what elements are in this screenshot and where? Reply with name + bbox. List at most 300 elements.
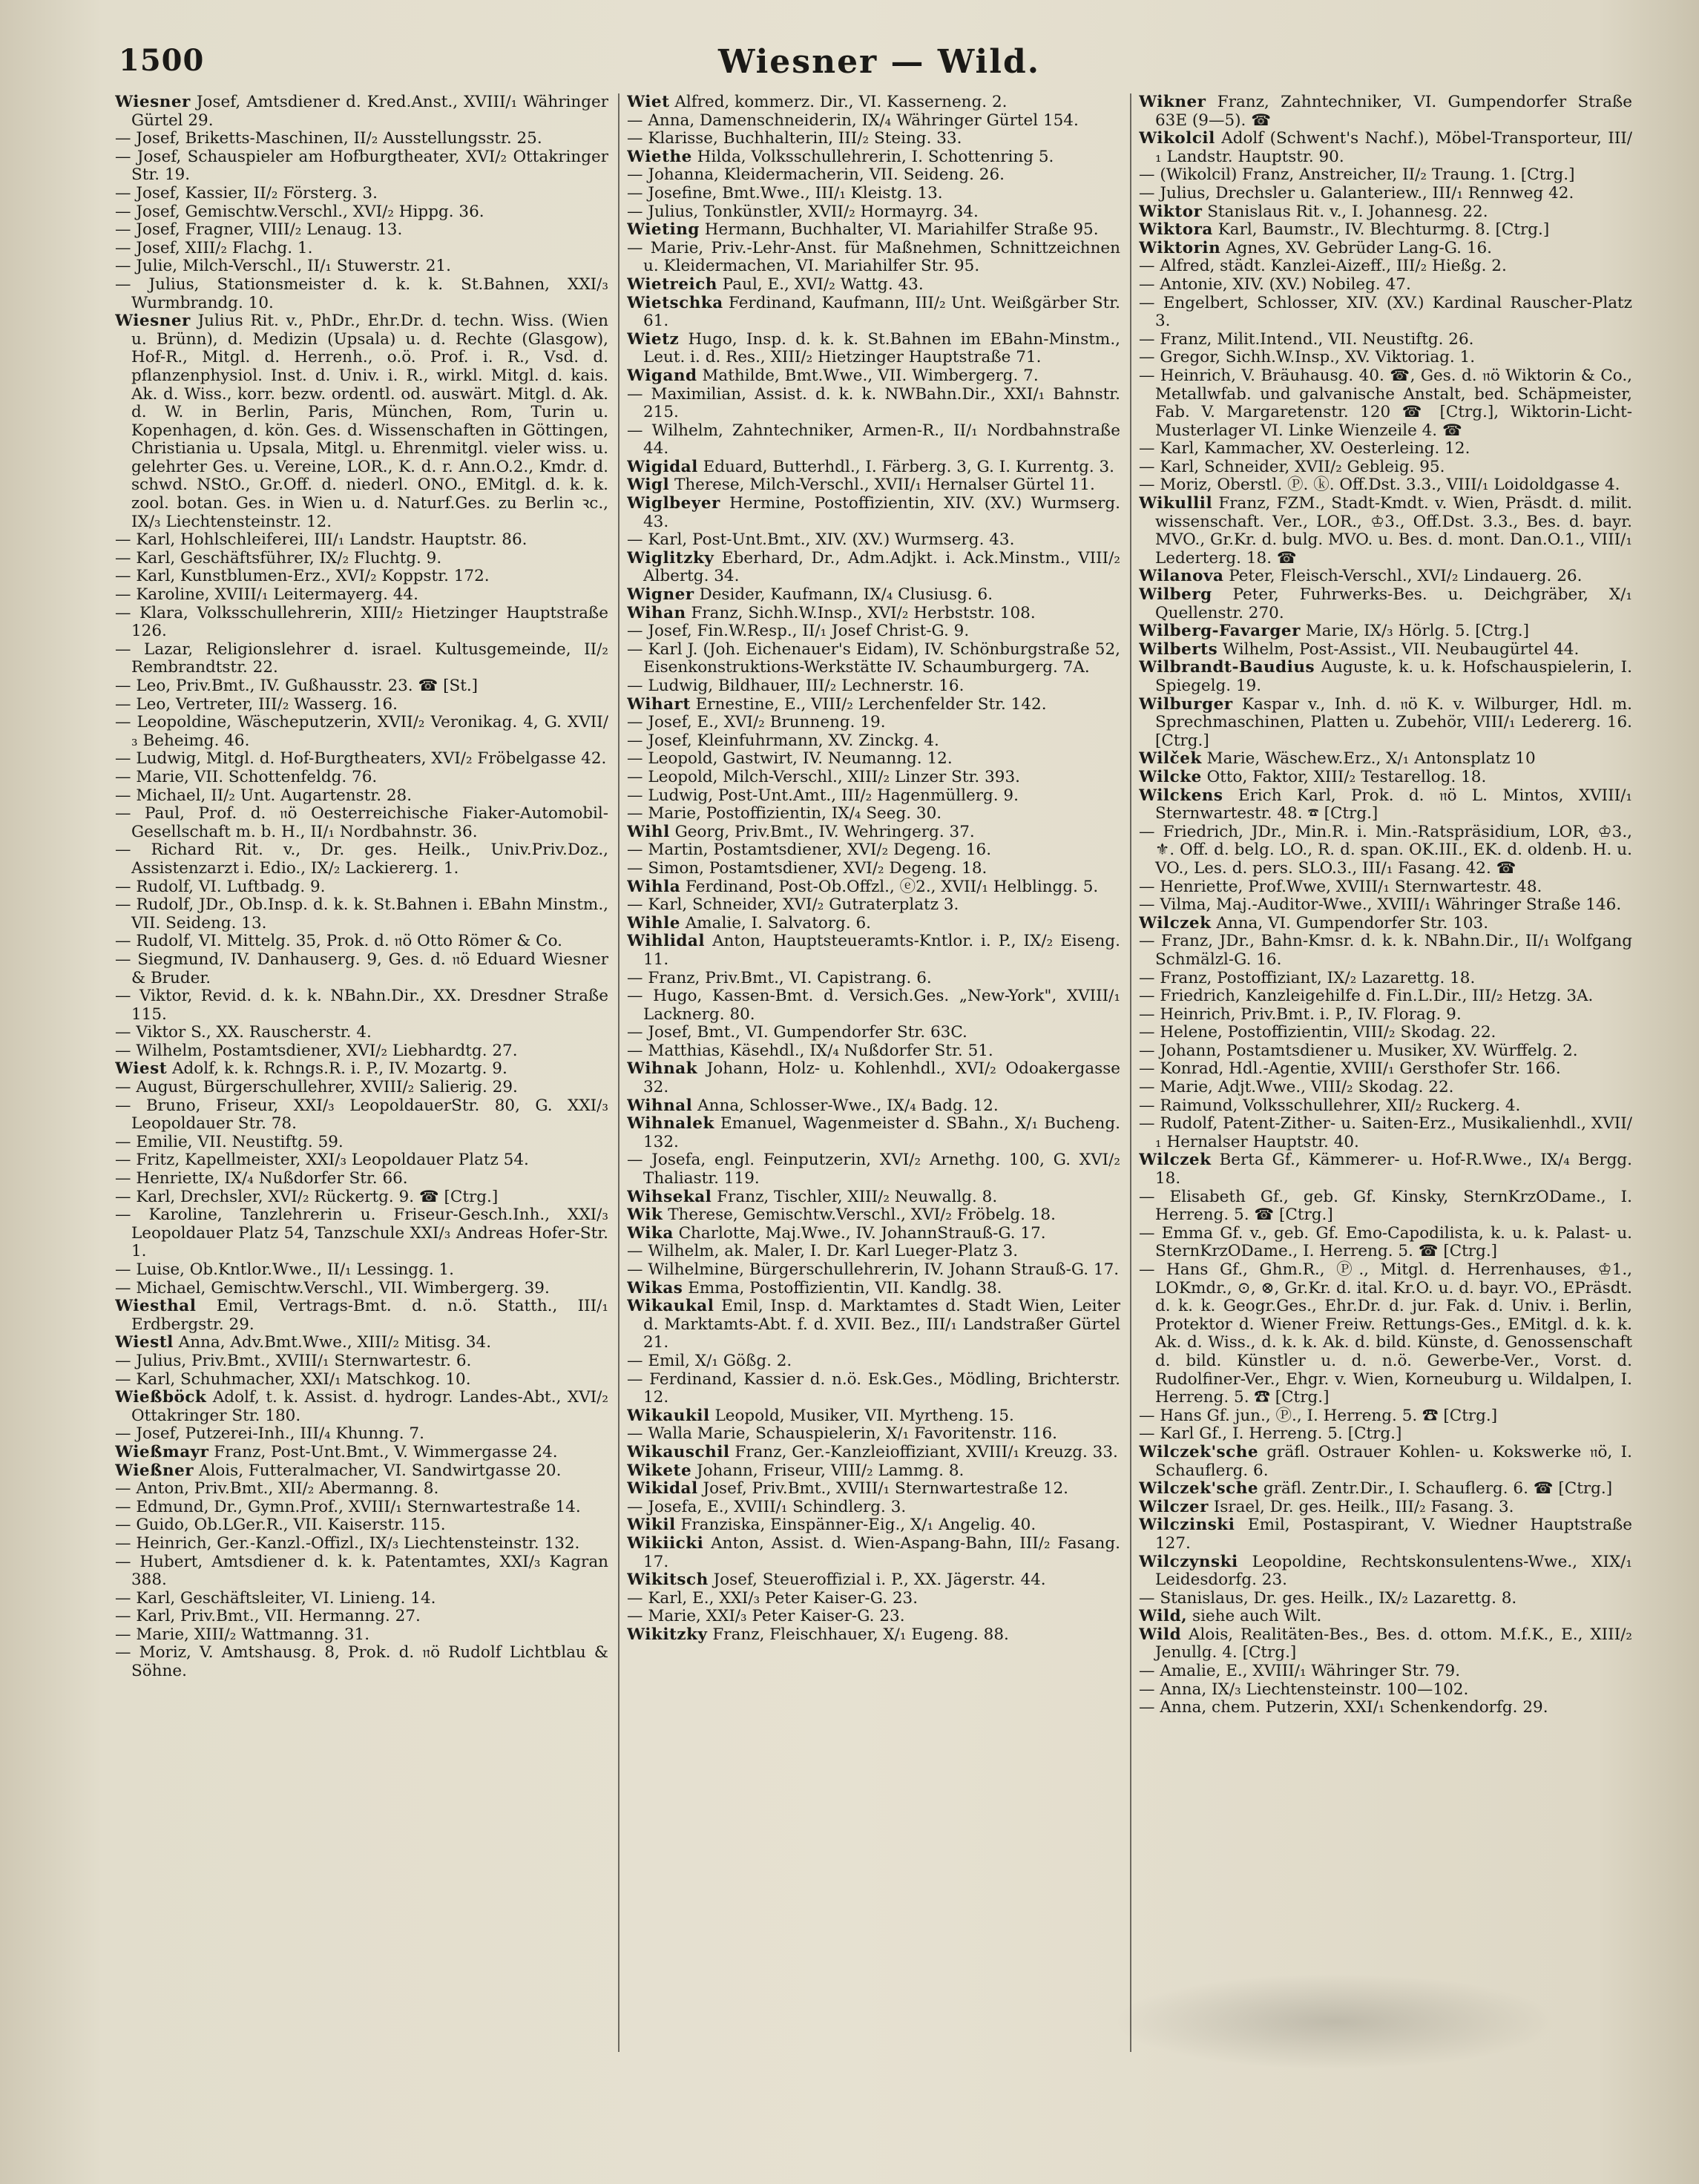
entry-text: Franz, Sichh.W.Insp., XVI/₂ Herbststr. 108. [691,603,1036,622]
directory-entry [627,240,1120,276]
entry-text: — Josef, XIII/₂ Flachg. 1. [115,238,313,257]
directory-entry [115,1626,608,1645]
entry-headword: Wikaukil [627,1406,710,1425]
directory-entry [1139,1499,1632,1517]
entry-text: — Marie, XXI/₃ Peter Kaiser-G. 23. [627,1607,905,1626]
entry-headword: Wilček [1139,749,1202,769]
directory-entry [627,1425,1120,1444]
directory-entry [627,1407,1120,1426]
directory-entry [627,148,1120,167]
entry-headword: Wihart [627,694,691,714]
directory-entry [115,1425,608,1444]
directory-entry [115,185,608,203]
entry-text: — Anna, IX/₃ Liechtensteinstr. 100—102. [1139,1680,1469,1699]
entry-headword: Wigl [627,476,670,495]
entry-headword: Wilberg-Favarger [1139,622,1301,641]
entry-text: Leopold, Musiker, VII. Myrtheng. 15. [714,1406,1014,1425]
entry-text: — Stanislaus, Dr. ges. Heilk., IX/₂ Lazarettg. 8. [1139,1588,1517,1608]
entry-headword: Wikete [627,1461,692,1480]
entry-text: gräfl. Ostrauer Kohlen- u. Kokswerke 𝔫ö, I. Schauflerg. 6. [1155,1442,1632,1480]
entry-text: — Matthias, Käsehdl., IX/₄ Nußdorfer Str. 51. [627,1041,993,1060]
entry-text: Eduard, Butterhdl., I. Färberg. 3, G. I. Kurrentg. 3. [703,457,1115,476]
entry-text: Emil, Vertrags-Bmt. d. n.ö. Statth., III/₁ Erdbergstr. 29. [131,1297,608,1334]
entry-text: — Hans Gf. jun., Ⓟ., I. Herreng. 5. ☎ [Ctrg.] [1139,1406,1498,1425]
entry-headword: Wihl [627,822,670,841]
directory-columns [115,93,1632,2096]
directory-entry [627,166,1120,185]
directory-entry [115,531,608,550]
entry-text: Marie, IX/₃ Hörlg. 5. [Ctrg.] [1305,622,1530,641]
directory-entry [115,240,608,258]
directory-entry [627,1188,1120,1207]
directory-entry [1139,1662,1632,1681]
entry-text: Franz, Post-Unt.Bmt., V. Wimmergasse 24. [214,1442,558,1461]
directory-entry [627,550,1120,586]
directory-entry [627,495,1120,531]
directory-entry [115,1535,608,1553]
entry-headword: Wiestl [115,1333,174,1352]
directory-entry [627,1042,1120,1061]
entry-text: — Karl, Priv.Bmt., VII. Hermanng. 27. [115,1607,421,1626]
entry-text: Eberhard, Dr., Adm.Adjkt. i. Ack.Minstm., VIII/₂ Albertg. 34. [643,548,1120,586]
directory-entry [115,221,608,240]
entry-headword: Wihle [627,913,680,933]
directory-entry [627,1280,1120,1298]
entry-text: — Josef, Putzerei-Inh., III/₄ Khunng. 7. [115,1424,424,1444]
directory-entry [115,1024,608,1042]
entry-headword: Wieting [627,220,700,240]
entry-text: Julius Rit. v., PhDr., Ehr.Dr. d. techn. Wiss. (Wien u. Brünn), d. Medizin (Upsala) u. d. Rechte (Glasgow), Hof-R., Mitgl. d. Herrenh., o.ö. Prof. i. R., Vsd. d. pflanzenphysiol. Inst. d. Univ. i. R., wirkl. Mitgl. d. kais. Ak. d. Wiss., korr. bezw. ordentl. od. auswärt. Mitgl. d. Ak. d. W. in Berlin, Paris, München, Rom, Turin u. Kopenhagen, d. kön. Ges. d. Wissenschaften in Göttingen, Christiania u. Upsala, Mitgl. u. Ehrenmitgl. vieler wiss. u. gelehrter Ges. u. Vereine, LOR., K. d. r. Ann.O.2., Kmdr. d. schwd. NStO., Gr.Off. d. niederl. ONO., EMitgl. d. k. k. zool. botan. Ges. in Wien u. d. Naturf.Ges. zu Berlin ꝛc., IX/₃ Liechtensteinstr. 12. [131,312,608,531]
entry-text: siehe auch Wilt. [1192,1607,1322,1626]
directory-entry [627,1571,1120,1590]
entry-text: — Julius, Priv.Bmt., XVIII/₁ Sternwartestr. 6. [115,1351,472,1370]
directory-entry [1139,1608,1632,1626]
directory-entry [115,1371,608,1389]
entry-text: — Maximilian, Assist. d. k. k. NWBahn.Dir., XXI/₁ Bahnstr. 215. [627,384,1120,422]
directory-entry [627,823,1120,842]
entry-text: — Marie, Priv.-Lehr-Anst. für Maßnehmen, Schnittzeichnen u. Kleidermachen, VI. Mariahilfer Str. 95. [627,238,1120,276]
directory-column-3 [1139,93,1632,2096]
directory-entry [115,1170,608,1188]
directory-entry [627,622,1120,641]
directory-entry [1139,823,1632,878]
entry-text: — Franz, JDr., Bahn-Kmsr. d. k. k. NBahn.Dir., II/₁ Wolfgang Schmälzl-G. 16. [1139,932,1632,969]
entry-text: — Michael, II/₂ Unt. Augartenstr. 28. [115,786,413,805]
entry-text: — Klara, Volksschullehrerin, XIII/₂ Hietzinger Hauptstraße 126. [115,603,608,641]
directory-entry [627,1462,1120,1481]
entry-headword: Wigidal [627,457,698,476]
directory-entry [115,1097,608,1134]
entry-text: — Ludwig, Post-Unt.Amt., III/₂ Hagenmüllerg. 9. [627,786,1019,805]
directory-entry [627,1371,1120,1407]
entry-headword: Wilczek [1139,913,1212,933]
entry-text: — Josef, Fin.W.Resp., II/₁ Josef Christ-G. 9. [627,622,970,641]
directory-entry [115,1334,608,1352]
entry-headword: Wiet [627,93,670,111]
directory-entry [1139,93,1632,130]
entry-text: — Rudolf, VI. Luftbadg. 9. [115,877,326,896]
entry-text: — Luise, Ob.Kntlor.Wwe., II/₁ Lessingg. 1. [115,1260,455,1279]
entry-text: — Josef, Schauspieler am Hofburgtheater, XVI/₂ Ottakringer Str. 19. [115,147,608,185]
directory-entry [627,458,1120,477]
entry-headword: Wilczynski [1139,1552,1238,1571]
directory-entry [627,422,1120,458]
directory-entry [1139,1626,1632,1662]
directory-entry [627,1608,1120,1626]
directory-entry [1139,331,1632,349]
directory-entry [1139,1097,1632,1116]
entry-text: — Viktor S., XX. Rauscherstr. 4. [115,1023,372,1042]
directory-entry [115,714,608,750]
directory-entry [115,896,608,933]
entry-text: — August, Bürgerschullehrer, XVIII/₂ Salierig. 29. [115,1078,518,1097]
entry-headword: Wihla [627,877,681,896]
directory-entry [115,878,608,897]
entry-headword: Wilczek [1139,1151,1212,1170]
directory-entry [627,476,1120,495]
directory-entry [1139,367,1632,440]
entry-headword: Wild, [1139,1607,1188,1626]
directory-entry [115,641,608,677]
entry-text: gräfl. Zentr.Dir., I. Schauflerg. 6. ☎ [Ctrg.] [1263,1479,1613,1499]
directory-entry [115,1297,608,1334]
entry-text: — Konrad, Hdl.-Agentie, XVIII/₁ Gersthofer Str. 166. [1139,1059,1561,1079]
entry-text: — Franz, Postoffiziant, IX/₂ Lazarettg. 18. [1139,968,1476,987]
entry-text: Franz, Ger.-Kanzleioffiziant, XVIII/₁ Kreuzg. 33. [735,1442,1118,1461]
entry-headword: Wihan [627,603,686,622]
directory-entry [627,531,1120,550]
entry-text: — Heinrich, Ger.-Kanzl.-Offizl., IX/₃ Liechtensteinstr. 132. [115,1533,580,1553]
entry-text: — Heinrich, V. Bräuhausg. 40. ☎, Ges. d. 𝔫ö Wiktorin & Co., Metallwfab. und galvanische Anstalt, bed. Schäpmeister, Fab. V. Margaretenstr. 120 ☎ [Ctrg.], Wiktorin-Licht-Musterlager VI. Linke Wienzeile 4. ☎ [1139,366,1632,440]
directory-entry [115,276,608,312]
entry-text: — Fritz, Kapellmeister, XXI/₃ Leopoldauer Platz 54. [115,1151,529,1170]
entry-text: — Wilhelm, Zahntechniker, Armen-R., II/₁ Nordbahnstraße 44. [627,421,1120,458]
entry-text: — Josef, E., XVI/₂ Brunneng. 19. [627,713,886,732]
entry-text: — Marie, XIII/₂ Wattmanng. 31. [115,1625,370,1644]
entry-text: — Anton, Priv.Bmt., XII/₂ Abermanng. 8. [115,1479,439,1499]
directory-entry [115,933,608,951]
entry-text: — Wilhelm, ak. Maler, I. Dr. Karl Lueger-Platz 3. [627,1242,1019,1261]
entry-headword: Wihsekal [627,1187,712,1206]
entry-text: — Karl, Drechsler, XVI/₂ Rückertg. 9. ☎ [Ctrg.] [115,1187,499,1206]
directory-entry [1139,476,1632,495]
entry-text: — Gregor, Sichh.W.Insp., XV. Viktoriag. 1. [1139,348,1476,367]
directory-entry [115,841,608,878]
entry-text: Franz, Tischler, XIII/₂ Neuwallg. 8. [717,1187,998,1206]
directory-entry [1139,1444,1632,1480]
entry-text: Anton, Hauptsteueramts-Kntlor. i. P., IX/₂ Eiseng. 11. [643,932,1120,969]
directory-entry [1139,915,1632,933]
directory-entry [1139,696,1632,751]
entry-headword: Wikullil [1139,494,1213,513]
directory-entry [1139,1225,1632,1261]
entry-text: — Julius, Stationsmeister d. k. k. St.Bahnen, XXI/₃ Wurmbrandg. 10. [115,274,608,312]
entry-headword: Wietschka [627,293,723,312]
directory-entry [115,1553,608,1590]
entry-text: Alfred, kommerz. Dir., VI. Kasserneng. 2. [674,93,1008,111]
directory-entry [115,586,608,605]
entry-text: — Karoline, XVIII/₁ Leitermayerg. 44. [115,585,418,605]
entry-text: Hermann, Buchhalter, VI. Mariahilfer Straße 95. [704,220,1099,240]
entry-headword: Wilberts [1139,639,1218,659]
entry-headword: Wikas [627,1278,683,1297]
entry-text: Franz, Zahntechniker, VI. Gumpendorfer Straße 63E (9—5). ☎ [1155,93,1632,130]
entry-headword: Wihlidal [627,932,706,951]
directory-entry [1139,458,1632,477]
page-header [119,43,1640,88]
entry-headword: Wiesthal [115,1297,197,1316]
directory-entry [1139,896,1632,915]
entry-text: Ferdinand, Post-Ob.Offzl., ⓔ2., XVII/₁ Helblingg. 5. [686,877,1099,896]
entry-text: — Martin, Postamtsdiener, XVI/₂ Degeng. 16. [627,841,992,860]
directory-entry [627,221,1120,240]
entry-headword: Wießböck [115,1388,207,1407]
directory-entry [627,367,1120,386]
entry-text: — Josef, Kassier, II/₂ Försterg. 3. [115,183,378,203]
directory-entry [1139,203,1632,222]
entry-text: — Paul, Prof. d. 𝔫ö Oesterreichische Fiaker-Automobil-Gesellschaft m. b. H., II/₁ Nordbahnstr. 36. [115,804,608,841]
directory-entry [1139,1590,1632,1608]
directory-entry [115,1280,608,1298]
entry-headword: Wiest [115,1059,168,1079]
entry-text: — Karl, Schneider, XVI/₂ Gutraterplatz 3. [627,895,959,915]
entry-text: Peter, Fleisch-Verschl., XVI/₂ Lindauerg. 26. [1229,567,1583,586]
entry-headword: Wigner [627,585,694,605]
entry-text: — Josef, Gemischtw.Verschl., XVI/₂ Hippg. 36. [115,202,484,221]
entry-text: — Ludwig, Bildhauer, III/₂ Lechnerstr. 16. [627,677,964,695]
directory-entry [627,1115,1120,1151]
directory-entry [627,878,1120,897]
directory-column-2 [627,93,1120,2096]
directory-entry [627,386,1120,422]
entry-headword: Wikitsch [627,1570,709,1590]
entry-text: — Josef, Briketts-Maschinen, II/₂ Ausstellungsstr. 25. [115,129,542,148]
entry-text: — Friedrich, Kanzleigehilfe d. Fin.L.Dir., III/₂ Hetzg. 3A. [1139,987,1594,1006]
entry-text: — Heinrich, Priv.Bmt. i. P., IV. Florag. 9. [1139,1004,1462,1024]
entry-text: — Vilma, Maj.-Auditor-Wwe., XVIII/₁ Währinger Straße 146. [1139,895,1622,915]
entry-text: — Karl, Kunstblumen-Erz., XVI/₂ Koppstr. 172. [115,567,490,586]
directory-entry [1139,1681,1632,1700]
directory-entry [627,696,1120,714]
directory-entry [115,93,608,130]
entry-text: — Moriz, V. Amtshausg. 8, Prok. d. 𝔫ö Rudolf Lichtblau & Söhne. [115,1643,608,1681]
entry-text: — Klarisse, Buchhalterin, III/₂ Steing. 33. [627,129,962,148]
entry-headword: Wihnak [627,1059,698,1079]
entry-headword: Wikner [1139,93,1206,111]
directory-entry [1139,586,1632,622]
entry-text: Karl, Baumstr., IV. Blechturmg. 8. [Ctrg.] [1217,220,1550,240]
entry-text: Anna, VI. Gumpendorfer Str. 103. [1216,913,1489,933]
entry-headword: Wikil [627,1516,676,1535]
entry-text: — Karl, Schuhmacher, XXI/₁ Matschkog. 10. [115,1369,471,1389]
directory-entry [1139,622,1632,641]
directory-entry [1139,987,1632,1006]
directory-entry [1139,1006,1632,1024]
entry-text: — Viktor, Revid. d. k. k. NBahn.Dir., XX. Dresdner Straße 115. [115,987,608,1024]
directory-entry [627,1352,1120,1371]
directory-entry [627,1480,1120,1499]
entry-text: — Johanna, Kleidermacherin, VII. Seideng. 26. [627,165,1005,185]
directory-entry [115,787,608,806]
directory-entry [627,641,1120,677]
entry-text: Wilhelm, Post-Assist., VII. Neubaugürtel 44. [1223,639,1580,659]
entry-headword: Wiktora [1139,220,1213,240]
entry-text: Emil, Postaspirant, V. Wiedner Hauptstraße 127. [1155,1516,1632,1553]
directory-entry [115,1444,608,1462]
directory-entry [1139,1261,1632,1407]
directory-entry [627,1516,1120,1535]
entry-headword: Wikiicki [627,1533,704,1553]
directory-entry [627,933,1120,969]
directory-entry [1139,1079,1632,1097]
entry-headword: Wihnalek [627,1114,714,1134]
directory-entry [1139,1553,1632,1590]
entry-text: — Antonie, XIV. (XV.) Nobileg. 47. [1139,274,1411,294]
entry-headword: Wiesner [115,312,191,331]
directory-entry [1139,641,1632,660]
directory-entry [1139,568,1632,586]
directory-entry [1139,1024,1632,1042]
directory-entry [627,970,1120,988]
directory-entry [627,1024,1120,1042]
print-stain [1113,1973,1558,2070]
entry-text: Desider, Kaufmann, IX/₄ Clusiusg. 6. [699,585,993,605]
entry-text: — Hubert, Amtsdiener d. k. k. Patentamtes, XXI/₃ Kagran 388. [115,1552,608,1590]
entry-text: Emma, Postoffizientin, VII. Kandlg. 38. [688,1278,1002,1297]
entry-text: — Friedrich, JDr., Min.R. i. Min.-Ratspräsidium, LOR, ♔3., ⚜. Off. d. belg. LO., R. d. span. OK.III., EK. d. oldenb. H. u. VO., Les. d. pers. SLO.3., III/₁ Fasang. 42. ☎ [1139,822,1632,878]
entry-text: — Ludwig, Mitgl. d. Hof-Burgtheaters, XVI/₂ Fröbelgasse 42. [115,749,607,769]
directory-entry [1139,295,1632,331]
entry-text: Johann, Holz- u. Kohlenhdl., XVI/₂ Odoakergasse 32. [643,1059,1120,1097]
entry-text: — Amalie, E., XVIII/₁ Währinger Str. 79. [1139,1662,1461,1681]
entry-text: — Siegmund, IV. Danhauserg. 9, Ges. d. 𝔫ö Eduard Wiesner & Bruder. [115,950,608,987]
entry-text: Hugo, Insp. d. k. k. St.Bahnen im EBahn-Minstm., Leut. i. d. Res., XIII/₂ Hietzinger Hauptstraße 71. [643,329,1120,367]
entry-headword: Wik [627,1206,663,1225]
entry-text: — Alfred, städt. Kanzlei-Aizeff., III/₂ Hießg. 2. [1139,257,1507,276]
directory-entry [115,1352,608,1371]
entry-headword: Wild [1139,1625,1182,1644]
directory-entry [627,93,1120,112]
directory-entry [1139,185,1632,203]
directory-entry [627,841,1120,860]
directory-entry [627,1261,1120,1280]
entry-text: — Richard Rit. v., Dr. ges. Heilk., Univ.Priv.Doz., Assistenzarzt i. Edio., IX/₂ Lackiererg. 1. [115,841,608,878]
directory-entry [627,605,1120,623]
entry-text: — Karl, Schneider, XVII/₂ Gebleig. 95. [1139,457,1445,476]
entry-text: Adolf, k. k. Rchngs.R. i. P., IV. Mozartg. 9. [172,1059,507,1079]
entry-headword: Wilburger [1139,694,1233,714]
entry-text: Kaspar v., Inh. d. 𝔫ö K. v. Wilburger, Hdl. m. Sprechmaschinen, Platten u. Zubehör, VIII/₁ Ledererg. 16. [Ctrg.] [1155,694,1632,750]
directory-entry [1139,349,1632,367]
entry-text: — Leo, Priv.Bmt., IV. Gußhausstr. 23. ☎ [St.] [115,677,479,695]
entry-headword: Wilberg [1139,585,1212,605]
entry-text: Anton, Assist. d. Wien-Aspang-Bahn, III/₂ Fasang. 17. [643,1533,1120,1571]
entry-text: Therese, Gemischtw.Verschl., XVI/₂ Fröbelg. 18. [668,1206,1056,1225]
directory-entry [627,1206,1120,1225]
entry-text: — Karl, Post-Unt.Bmt., XIV. (XV.) Wurmserg. 43. [627,530,1015,550]
entry-text: Anna, Adv.Bmt.Wwe., XIII/₂ Mitisg. 34. [178,1333,492,1352]
directory-entry [115,130,608,148]
directory-entry [115,1462,608,1481]
directory-entry [115,1261,608,1280]
entry-text: — Karl, Geschäftsführer, IX/₂ Fluchtg. 9. [115,548,442,568]
directory-entry [627,130,1120,148]
directory-entry [627,203,1120,222]
entry-headword: Wikidal [627,1479,698,1499]
directory-entry [1139,1115,1632,1151]
entry-text: — Engelbert, Schlosser, XIV. (XV.) Kardinal Rauscher-Platz 3. [1139,293,1632,331]
entry-text: Ernestine, E., VIII/₂ Lerchenfelder Str. 142. [695,694,1047,714]
entry-text: — Edmund, Dr., Gymn.Prof., XVIII/₁ Sternwartestraße 14. [115,1497,581,1516]
page-title: Wiesner — Wild. [717,43,1041,81]
entry-text: — Emma Gf. v., geb. Gf. Emo-Capodilista, k. u. k. Palast- u. SternKrzODame., I. Herreng. 5. ☎ [Ctrg.] [1139,1223,1632,1261]
directory-entry [627,787,1120,806]
directory-entry [1139,1480,1632,1499]
entry-text: — Raimund, Volksschullehrer, XII/₂ Ruckerg. 4. [1139,1096,1521,1115]
entry-text: — Josefine, Bmt.Wwe., III/₁ Kleistg. 13. [627,183,943,203]
directory-entry [115,1060,608,1079]
entry-text: — Marie, Adjt.Wwe., VIII/₂ Skodag. 22. [1139,1078,1454,1097]
entry-headword: Wießmayr [115,1442,209,1461]
directory-entry [627,1225,1120,1243]
entry-text: — Rudolf, Patent-Zither- u. Saiten-Erz., Musikalienhdl., XVII/₁ Hernalser Hauptstr. 40. [1139,1114,1632,1151]
entry-text: — Leopoldine, Wäscheputzerin, XVII/₂ Veronikag. 4, G. XVII/₃ Beheimg. 46. [115,713,608,750]
directory-entry [1139,1425,1632,1444]
entry-text: Peter, Fuhrwerks-Bes. u. Deichgräber, X/₁ Quellenstr. 270. [1155,585,1632,622]
entry-text: Berta Gf., Kämmerer- u. Hof-R.Wwe., IX/₄ Bergg. 18. [1155,1151,1632,1188]
directory-entry [1139,276,1632,295]
entry-text: Adolf (Schwent's Nachf.), Möbel-Transporteur, III/₁ Landstr. Hauptstr. 90. [1155,129,1632,166]
entry-headword: Wiglbeyer [627,494,720,513]
entry-text: Therese, Milch-Verschl., XVII/₁ Hernalser Gürtel 11. [674,476,1095,495]
directory-entry [1139,933,1632,969]
directory-entry [627,1097,1120,1116]
entry-text: Mathilde, Bmt.Wwe., VII. Wimbergerg. 7. [702,366,1039,385]
entry-text: — Bruno, Friseur, XXI/₃ LeopoldauerStr. 80, G. XXI/₃ Leopoldauer Str. 78. [115,1096,608,1134]
directory-entry [627,860,1120,878]
directory-entry [1139,1060,1632,1079]
directory-entry [1139,878,1632,897]
directory-entry [1139,495,1632,568]
directory-entry [627,295,1120,331]
directory-entry [115,1480,608,1499]
directory-entry [1139,1407,1632,1426]
entry-text: — Emilie, VII. Neustiftg. 59. [115,1132,344,1151]
directory-entry [115,203,608,222]
directory-entry [1139,1516,1632,1553]
entry-text: — Anna, chem. Putzerin, XXI/₁ Schenkendorfg. 29. [1139,1698,1548,1717]
entry-text: — Emil, X/₁ Gößg. 2. [627,1351,792,1370]
directory-entry [1139,440,1632,458]
entry-headword: Wihnal [627,1096,693,1115]
directory-entry [1139,166,1632,185]
entry-text: — Rudolf, VI. Mittelg. 35, Prok. d. 𝔫ö Otto Römer & Co. [115,932,562,951]
entry-headword: Wilanova [1139,567,1224,586]
directory-entry [1139,1188,1632,1225]
directory-entry [627,714,1120,732]
directory-entry [1139,659,1632,695]
directory-entry [627,112,1120,131]
entry-text: Leopoldine, Rechtskonsulentens-Wwe., XIX/₁ Leidesdorfg. 23. [1155,1552,1632,1590]
entry-text: — Anna, Damenschneiderin, IX/₄ Währinger Gürtel 154. [627,111,1079,130]
directory-entry [1139,221,1632,240]
directory-entry [627,987,1120,1024]
entry-text: Emanuel, Wagenmeister d. SBahn., X/₁ Bucheng. 132. [643,1114,1120,1151]
entry-text: Erich Karl, Prok. d. 𝔫ö L. Mintos, XVIII/₁ Sternwartestr. 48. ☎ [Ctrg.] [1155,786,1632,823]
entry-headword: Wilczinski [1139,1516,1235,1535]
directory-entry [627,1626,1120,1645]
entry-text: Emil, Insp. d. Marktamtes d. Stadt Wien, Leiter d. Marktamts-Abt. f. d. XVII. Bez., III/₁ Landstraßer Gürtel 21. [643,1297,1120,1352]
